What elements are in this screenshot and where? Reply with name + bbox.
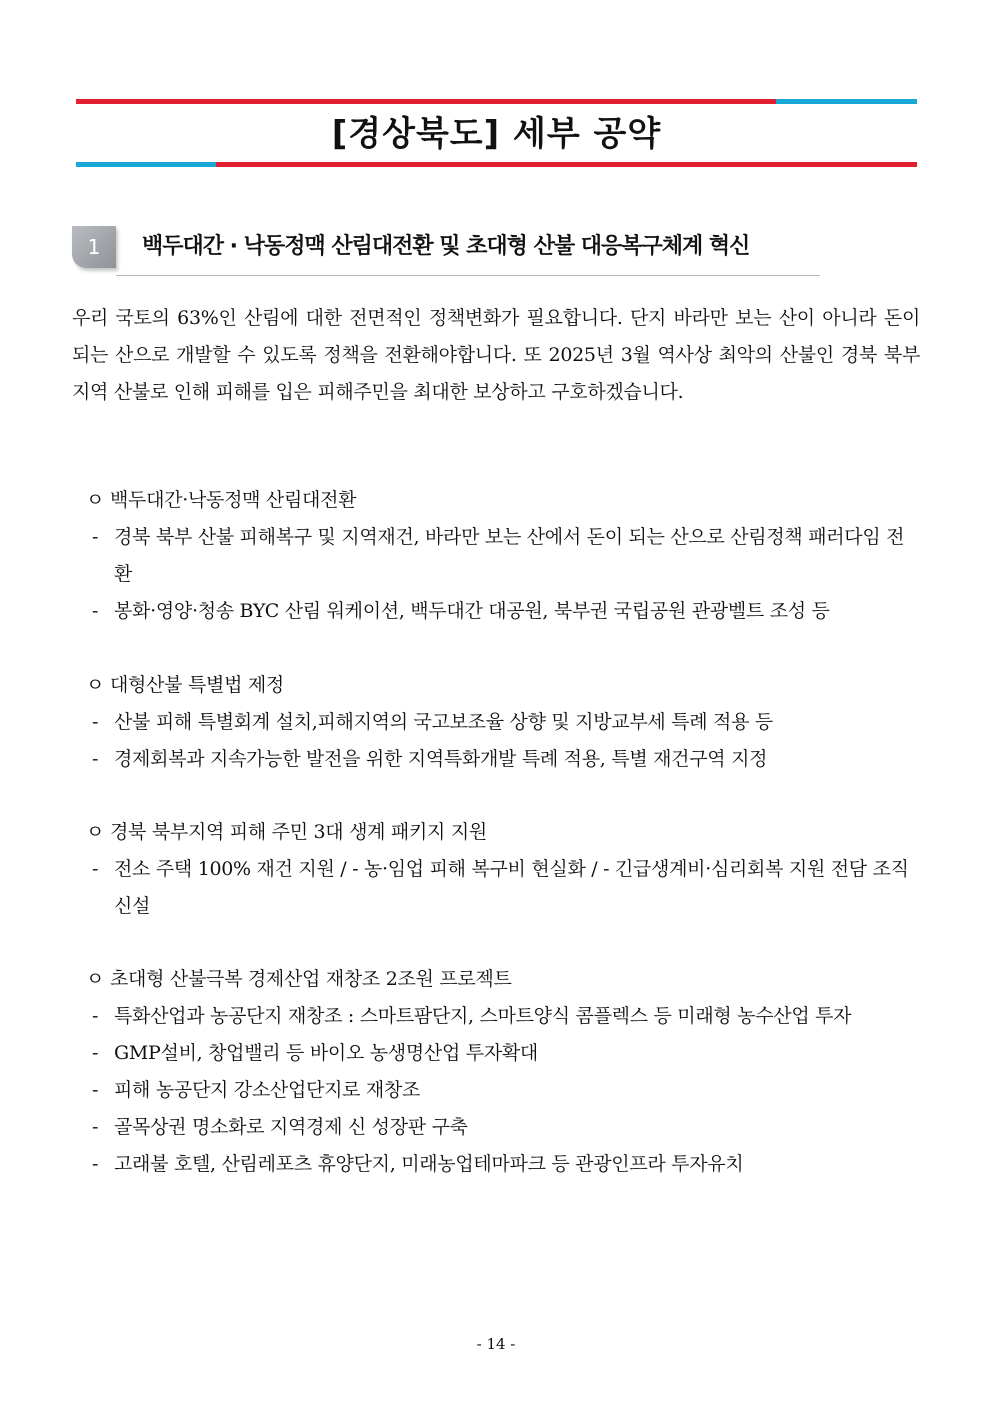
pledge-block [72,961,920,1183]
pledge-item-text: 경제회복과 지속가능한 발전을 위한 지역특화개발 특례 적용, 특별 재건구역 지정 [114,748,768,770]
pledge-item [72,1109,920,1146]
pledge-heading [72,667,920,704]
pledge-item-text: 산불 피해 특별회계 설치,피해지역의 국고보조율 상향 및 지방교부세 특례 적용 등 [114,711,773,733]
page-title: [경상북도] 세부 공약 [331,114,662,154]
pledge-item [72,741,920,778]
circle-bullet-icon: ㅇ [86,821,105,843]
pledge-heading-text: 대형산불 특별법 제정 [110,674,284,696]
pledge-block [72,667,920,778]
top-red-rule [76,99,776,104]
dash-bullet: - [92,858,99,880]
pledge-heading [72,814,920,851]
pledge-item-text: 고래불 호텔, 산림레포츠 휴양단지, 미래농업테마파크 등 관광인프라 투자유치 [114,1153,744,1175]
pledge-item-text: 봉화·영양·청송 BYC 산림 워케이션, 백두대간 대공원, 북부권 국립공원 관광벨트 조성 등 [114,600,830,622]
dash-bullet: - [92,1042,99,1064]
pledge-block [72,482,920,630]
pledge-item-text: 경북 북부 산불 피해복구 및 지역재건, 바라만 보는 산에서 돈이 되는 산으로 산림정책 패러다임 전환 [114,526,905,585]
pledge-item [72,1146,920,1183]
pledge-item-text: 골목상권 명소화로 지역경제 신 성장판 구축 [114,1116,468,1138]
pledge-item [72,593,920,630]
section-number: 1 [87,235,101,259]
top-blue-rule [776,99,917,104]
pledge-heading-text: 경북 북부지역 피해 주민 3대 생계 패키지 지원 [110,821,487,843]
circle-bullet-icon: ㅇ [86,968,105,990]
pledge-block [72,814,920,925]
pledge-item-text: 특화산업과 농공단지 재창조 : 스마트팜단지, 스마트양식 콤플렉스 등 미래형 농수산업 투자 [114,1005,852,1027]
section-underline [116,275,820,276]
pledge-item [72,704,920,741]
dash-bullet: - [92,1005,99,1027]
pledge-item-text: GMP설비, 창업밸리 등 바이오 농생명산업 투자확대 [114,1042,538,1064]
pledge-item [72,851,920,925]
dash-bullet: - [92,600,99,622]
pledge-heading-text: 백두대간·낙동정맥 산림대전환 [110,489,357,511]
dash-bullet: - [92,711,99,733]
pledge-item [72,1072,920,1109]
section-title: 백두대간 · 낙동정맥 산림대전환 및 초대형 산불 대응복구체계 혁신 [142,234,750,259]
dash-bullet: - [92,748,99,770]
pledge-heading [72,482,920,519]
pledge-item-text: 피해 농공단지 강소산업단지로 재창조 [114,1079,421,1101]
bottom-blue-rule [76,162,216,167]
pledge-item [72,519,920,593]
bottom-red-rule [216,162,917,167]
circle-bullet-icon: ㅇ [86,489,105,511]
intro-paragraph: 우리 국토의 63%인 산림에 대한 전면적인 정책변화가 필요합니다. 단지 바라만 보는 산이 아니라 돈이 되는 산으로 개발할 수 있도록 정책을 전환해야합니다. 또 2025년 3월 역사상 최악의 산불인 경북 북부지역 산불로 인해 피해를 입은 피해주민을 최대한 보상하고 구호하겠습니다. [72,307,920,403]
dash-bullet: - [92,1153,99,1175]
pledge-heading [72,961,920,998]
pledge-item [72,1035,920,1072]
pledge-item-text: 전소 주택 100% 재건 지원 / - 농·임업 피해 복구비 현실화 / - 긴급생계비·심리회복 지원 전담 조직 신설 [114,858,909,917]
dash-bullet: - [92,526,99,548]
circle-bullet-icon: ㅇ [86,674,105,696]
section-number-badge [72,226,116,268]
pledge-item [72,998,920,1035]
pledge-heading-text: 초대형 산불극복 경제산업 재창조 2조원 프로젝트 [110,968,512,990]
dash-bullet: - [92,1079,99,1101]
page-number: - 14 - [476,1335,516,1353]
dash-bullet: - [92,1116,99,1138]
